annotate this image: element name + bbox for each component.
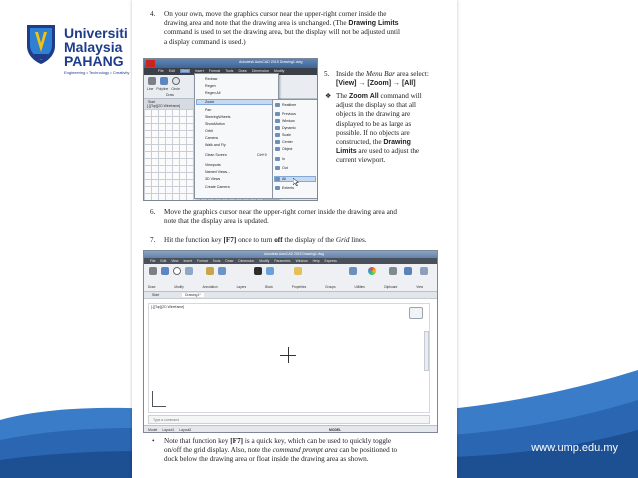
screenshot2-ribbon-groups: Draw Modify Annotation Layers Block Properties Groups Utilities Clipboard View — [148, 285, 424, 289]
step-7-text: Hit the function key [F7] once to turn off the display of the Grid lines. — [164, 236, 367, 244]
insert-block-icon — [349, 267, 357, 275]
view-menu-item[interactable]: Regen All — [205, 91, 221, 95]
model-tab[interactable]: Model — [148, 427, 158, 432]
note-bullet: • — [152, 437, 155, 445]
step-4-number: 4. — [150, 10, 156, 18]
zoom-previous-icon — [275, 112, 280, 116]
ucs-icon — [152, 391, 166, 407]
zoom-submenu-item[interactable]: Dynamic — [282, 126, 296, 130]
view-menu-item[interactable]: Clean Screen — [205, 153, 227, 157]
screenshot1-title: Autodesk AutoCAD 2015 Drawing1.dwg — [239, 60, 303, 64]
layer-properties-icon — [294, 267, 302, 275]
zoom-note-bullet: ❖ — [325, 92, 332, 100]
website-url[interactable]: www.ump.edu.my — [531, 442, 618, 454]
zoom-submenu-item[interactable]: Window — [282, 119, 295, 123]
screenshot1-panel-label: Draw — [166, 93, 174, 97]
line-tool-icon — [149, 267, 157, 275]
screenshot2-drawing-area[interactable] — [148, 303, 430, 413]
layout1-tab[interactable]: Layout1 — [162, 427, 175, 432]
autocad-view-menu-screenshot — [143, 58, 318, 201]
zoom-window-icon — [275, 119, 280, 123]
step-6-text: Move the graphics cursor near the upper-right corner inside the drawing area and note that the display area is updated. — [164, 208, 397, 226]
university-shield-icon — [24, 22, 58, 66]
zoom-submenu-item[interactable]: Previous — [282, 112, 296, 116]
screenshot2-ribbon — [144, 264, 437, 292]
step-6-number: 6. — [150, 208, 156, 216]
zoom-center-icon — [275, 140, 280, 144]
zoom-submenu-item[interactable]: Scale — [282, 133, 291, 137]
view-menu-item[interactable]: Viewports — [205, 163, 221, 167]
step-5-text: Inside the Menu Bar area select: [View] → [Zoom] → [All] — [336, 70, 454, 88]
autocad-logo-icon — [146, 60, 155, 67]
view-menu-item[interactable]: 3D Views — [205, 177, 221, 181]
crosshair-cursor-icon — [288, 347, 289, 363]
view-menu-item[interactable]: Walk and Fly — [205, 143, 226, 147]
zoom-submenu-item[interactable]: Object — [282, 147, 293, 151]
viewcube-icon[interactable] — [409, 307, 423, 319]
zoom-scale-icon — [275, 133, 280, 137]
logo-line-pahang: PAHANG — [64, 53, 124, 69]
view-menu-item[interactable]: Regen — [205, 84, 216, 88]
zoom-in-icon — [275, 157, 280, 161]
line-tool-icon — [148, 77, 156, 85]
view-menu-item[interactable]: SteeringWheels — [205, 115, 231, 119]
mouse-pointer-icon — [293, 178, 299, 186]
screenshot1-start-tab[interactable]: Start — [148, 100, 156, 104]
zoom-realtime-icon — [275, 103, 280, 107]
viewport-controls-label[interactable]: [-][Top][2D Wireframe] — [151, 305, 185, 309]
screenshot2-titlebar — [144, 251, 437, 258]
screenshot2-file-tabs — [144, 292, 437, 299]
zoom-submenu-item[interactable]: Realtime — [282, 103, 297, 107]
command-input[interactable]: Type a command — [153, 417, 180, 422]
zoom-all-icon — [275, 177, 280, 181]
zoom-all-note: The Zoom All command will adjust the display so that all objects in the drawing are displayed to be as large as possible. If no objects are constructed, the Drawing Limits are used to adjust the current viewport. — [336, 92, 422, 165]
screenshot1-menu-items: File Edit View Insert Format Tools Draw Dimension Modify — [158, 69, 285, 73]
drawing1-tab[interactable]: Drawing1* — [182, 293, 204, 297]
command-line[interactable] — [148, 415, 430, 424]
view-menu-item[interactable]: Pan — [205, 108, 212, 112]
logo-tagline: Engineering • Technology • Creativity — [64, 70, 130, 75]
navigation-bar[interactable] — [424, 331, 429, 371]
measure-icon — [404, 267, 412, 275]
screenshot2-menu-items: File Edit View Insert Format Tools Draw Dimension Modify Parametric Window Help Express — [150, 258, 337, 263]
university-name — [64, 26, 128, 68]
polyline-tool-icon — [161, 267, 169, 275]
model-space-indicator[interactable]: MODEL — [329, 427, 342, 432]
view-menu-item[interactable]: Named Views... — [205, 170, 231, 174]
view-dropdown-menu — [194, 73, 279, 199]
screenshot2-title: Autodesk AutoCAD 2015 Drawing1.dwg — [264, 252, 324, 256]
zoom-submenu-item-all[interactable]: All — [282, 177, 286, 181]
step-5-number: 5. — [324, 70, 330, 78]
circle-tool-icon — [173, 267, 181, 275]
zoom-extents-icon — [275, 186, 280, 190]
view-menu-item[interactable]: Orbit — [205, 129, 213, 133]
zoom-submenu-item[interactable]: Center — [282, 140, 293, 144]
zoom-submenu-item[interactable]: In — [282, 157, 285, 161]
layout2-tab[interactable]: Layout2 — [179, 427, 192, 432]
arc-tool-icon — [185, 267, 193, 275]
view-menu-item[interactable]: Redraw — [205, 77, 218, 81]
view-menu-item[interactable]: ShowMotion — [205, 122, 225, 126]
status-bar — [144, 425, 437, 433]
polyline-tool-icon — [160, 77, 168, 85]
start-tab[interactable]: Start — [152, 293, 160, 297]
color-wheel-icon — [368, 267, 376, 275]
dimension-tool-icon — [266, 267, 274, 275]
view-menu-item-zoom[interactable]: Zoom — [205, 100, 215, 104]
zoom-submenu-item[interactable]: Extents — [282, 186, 294, 190]
logo-line-malaysia: Malaysia — [64, 39, 123, 55]
circle-tool-icon — [172, 77, 180, 85]
step-4-text: On your own, move the graphics cursor near the upper-right corner inside the drawing area and note that the drawing area is unchanged. (The Drawing Limits command is used to set the drawing area, but the display will not be adjusted until a display command is used.) — [164, 10, 400, 46]
view-menu-item[interactable]: Create Camera — [205, 185, 230, 189]
zoom-submenu-item[interactable]: Out — [282, 166, 288, 170]
text-tool-icon — [254, 267, 262, 275]
layout-tabs — [148, 428, 191, 432]
menu-path: [View] → [Zoom] → [All] — [336, 80, 416, 88]
view-menu-item[interactable]: Camera — [205, 136, 218, 140]
logo-line-universiti: Universiti — [64, 25, 128, 41]
clean-screen-shortcut: Ctrl+0 — [257, 153, 267, 157]
clipboard-icon — [420, 267, 428, 275]
move-tool-icon — [206, 267, 214, 275]
zoom-out-icon — [275, 166, 280, 170]
screenshot1-ribbon-labels: Line Polyline Circle — [147, 87, 180, 91]
rotate-tool-icon — [218, 267, 226, 275]
step-7-number: 7. — [150, 236, 156, 244]
screenshot1-titlebar — [144, 59, 317, 68]
autocad-grid-off-screenshot — [143, 250, 438, 433]
group-icon — [389, 267, 397, 275]
zoom-object-icon — [275, 147, 280, 151]
zoom-dynamic-icon — [275, 126, 280, 130]
zoom-submenu — [272, 99, 318, 199]
f7-note: Note that function key [F7] is a quick key, which can be used to quickly toggle on/off the grid display. Also, note the command prompt area can be positioned to dock below the drawing area or float inside the drawing area as shown. — [164, 437, 398, 464]
university-logo — [24, 22, 136, 86]
screenshot1-viewport-label: [-][Top][2D Wireframe] — [147, 104, 181, 108]
